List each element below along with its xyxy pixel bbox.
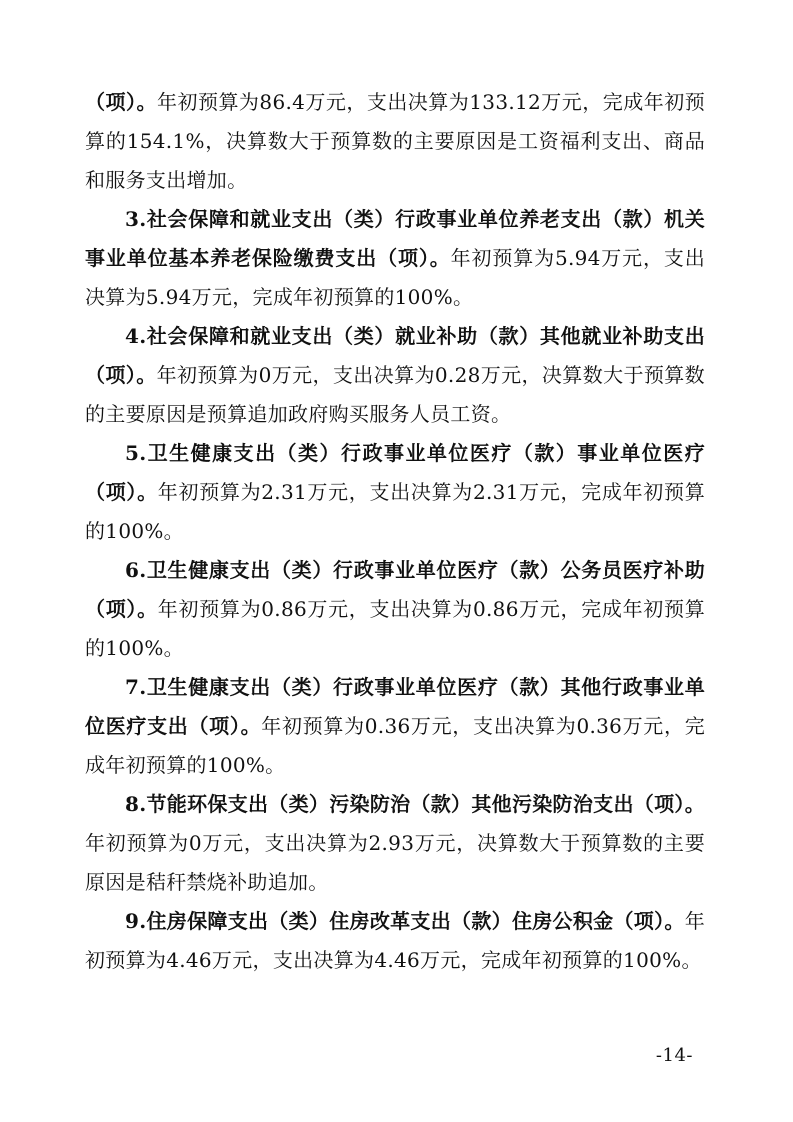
paragraph-4: [85, 434, 705, 551]
paragraph-text: 年初预算为4.46万元，支出决算为4.46万元，完成年初预算的100%。: [85, 909, 705, 972]
paragraph-heading: 8.节能环保支出（类）污染防治（款）其他污染防治支出（项）。: [125, 792, 705, 816]
paragraph-heading: 5.卫生健康支出（类）行政事业单位医疗（款）事业单位医疗（项）。: [85, 441, 705, 504]
page-number: -14-: [655, 1045, 693, 1066]
paragraph-heading: 7.卫生健康支出（类）行政事业单位医疗（款）其他行政事业单位医疗支出（项）。: [85, 675, 705, 738]
paragraph-6: [85, 668, 705, 785]
paragraph-1: [85, 83, 705, 200]
document-body: [85, 83, 705, 980]
paragraph-text: 年初预算为86.4万元，支出决算为133.12万元，完成年初预算的154.1%，决算数大于预算数的主要原因是工资福利支出、商品和服务支出增加。: [85, 90, 705, 192]
paragraph-heading: 6.卫生健康支出（类）行政事业单位医疗（款）公务员医疗补助（项）。: [85, 558, 705, 621]
paragraph-heading: 4.社会保障和就业支出（类）就业补助（款）其他就业补助支出（项）。: [85, 324, 705, 387]
paragraph-3: [85, 317, 705, 434]
paragraph-heading: 9.住房保障支出（类）住房改革支出（款）住房公积金（项）。: [125, 909, 685, 933]
paragraph-text: 年初预算为0.36万元，支出决算为0.36万元，完成年初预算的100%。: [85, 714, 705, 777]
paragraph-2: [85, 200, 705, 317]
paragraph-8: [85, 902, 705, 980]
paragraph-text: 年初预算为2.31万元，支出决算为2.31万元，完成年初预算的100%。: [85, 480, 706, 543]
paragraph-text: 年初预算为5.94万元，支出决算为5.94万元，完成年初预算的100%。: [85, 246, 706, 309]
paragraph-5: [85, 551, 705, 668]
paragraph-text: 年初预算为0万元，支出决算为2.93万元，决算数大于预算数的主要原因是秸秆禁烧补助追加。: [85, 831, 705, 894]
paragraph-heading: 3.社会保障和就业支出（类）行政事业单位养老支出（款）机关事业单位基本养老保险缴费支出（项）。: [85, 207, 705, 270]
paragraph-text: 年初预算为0.86万元，支出决算为0.86万元，完成年初预算的100%。: [85, 597, 706, 660]
paragraph-text: 年初预算为0万元，支出决算为0.28万元，决算数大于预算数的主要原因是预算追加政府购买服务人员工资。: [85, 363, 705, 426]
paragraph-7: [85, 785, 705, 902]
paragraph-heading: （项）。: [85, 90, 157, 114]
